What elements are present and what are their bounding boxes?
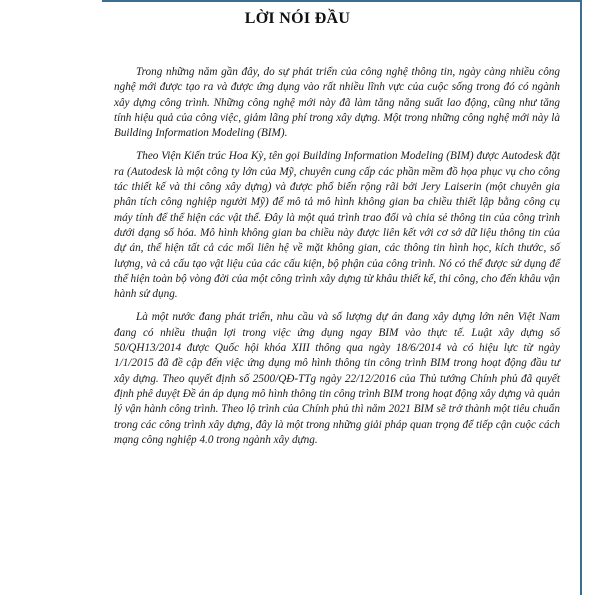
right-border-rule xyxy=(580,0,582,595)
paragraph-bim-definition: Theo Viện Kiến trúc Hoa Kỳ, tên gọi Building Information Modeling (BIM) được Autodesk đặt ra (Autodesk là một công ty lớn của Mỹ, chuyên cung cấp các phần mềm đồ họa phục vụ cho công tác thiết kế và thi công xây dựng) và được phổ biến rộng rãi bởi Jery Laiserin (một chuyên gia phân tích công nghiệp người Mỹ) để mô tả mô hình không gian ba chiều thiết lập bằng công cụ máy tính để thể hiện các vật thể. Đây là một quá trình trao đổi và chia sẻ thông tin của công trình dưới dạng số hóa. Mô hình không gian ba chiều này được liên kết với cơ sở dữ liệu thông tin của dự án, thể hiện tất cả các mối liên hệ về mặt không gian, các thông tin hình học, kích thước, số lượng, và cả cấu tạo vật liệu của các cấu kiện, bộ phận của công trình. Nó có thể được sử dụng để thể hiện toàn bộ vòng đời của một công trình xây dựng từ khâu thiết kế, thi công, cho đến khâu vận hành sử dụng. xyxy=(114,150,560,301)
top-border-rule xyxy=(102,0,582,2)
body-text xyxy=(114,65,560,456)
paragraph-vietnam-adoption: Là một nước đang phát triển, nhu cầu và số lượng dự án đang xây dựng lớn nên Việt Nam đang có nhiều thuận lợi trong việc ứng dụng ngay BIM vào thực tế. Luật xây dựng số 50/QH13/2014 được Quốc hội khóa XIII thông qua ngày 18/6/2014 và có hiệu lực từ ngày 1/1/2015 đã đề cập đến việc ứng dụng mô hình thông tin công trình BIM trong hoạt động đầu tư xây dựng. Theo quyết định số 2500/QĐ-TTg ngày 22/12/2016 của Thủ tướng Chính phủ đã quyết định phê duyệt Đề án áp dụng mô hình thông tin công trình BIM trong hoạt động xây dựng và quản lý vận hành công trình. Theo lộ trình của Chính phủ thì năm 2021 BIM sẽ trở thành một tiêu chuẩn trong các công trình xây dựng, đây là một trong những giải pháp quan trọng để tiếp cận cuộc cách mạng công nghiệp 4.0 trong ngành xây dựng. xyxy=(114,311,560,446)
page-title: LỜI NÓI ĐẦU xyxy=(244,10,351,27)
paragraph-intro: Trong những năm gần đây, do sự phát triển của công nghệ thông tin, ngày càng nhiều công nghệ mới được tạo ra và được ứng dụng vào rất nhiều lĩnh vực của cuộc sống trong đó có ngành xây dựng công trình. Những công nghệ mới này đã làm tăng năng suất lao động, cũng như tăng tính hiệu quả của công việc, giảm lãng phí trong xây dựng. Một trong những công nghệ mới này là Building Information Modeling (BIM). xyxy=(114,66,560,140)
